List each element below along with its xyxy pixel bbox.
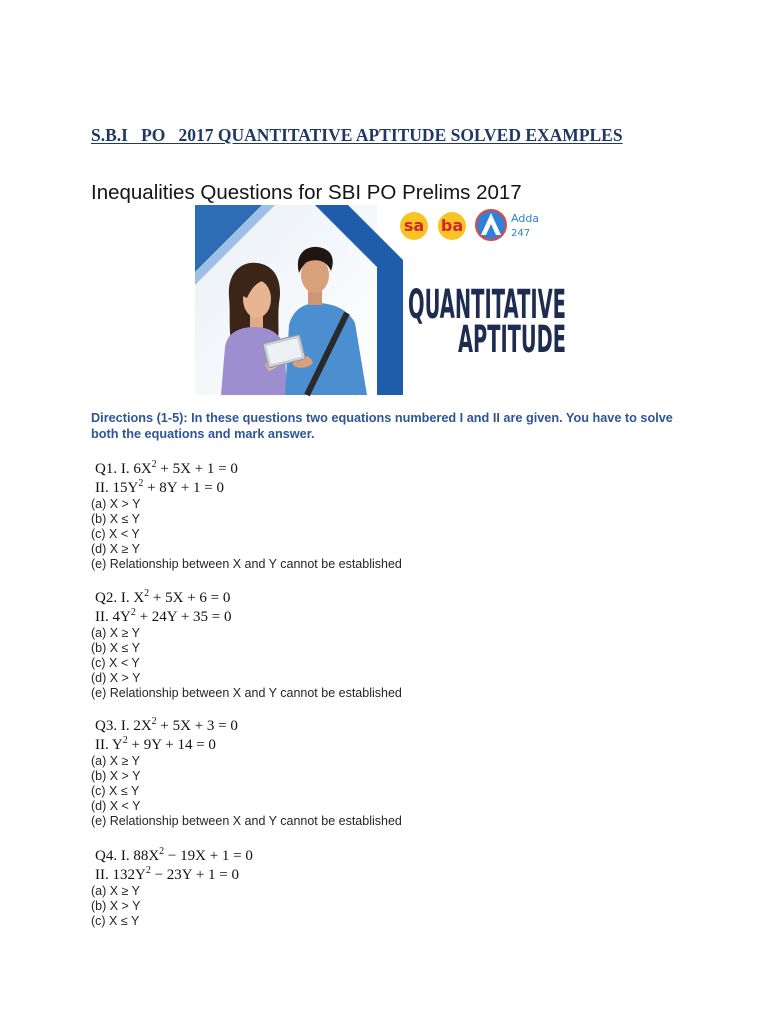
exponent: 2	[122, 735, 128, 746]
equation-text: + 8Y + 1 = 0	[143, 480, 224, 496]
equation-text: + 5X + 6 = 0	[149, 590, 231, 606]
exponent: 2	[151, 459, 157, 470]
banner-illustration	[195, 205, 572, 395]
question-3	[91, 717, 402, 829]
document-subtitle: Inequalities Questions for SBI PO Prelims 2017	[91, 181, 522, 204]
option-e: (e) Relationship between X and Y cannot be established	[91, 686, 402, 700]
document-heading: S.B.I PO 2017 QUANTITATIVE APTITUDE SOLVED EXAMPLES	[91, 125, 623, 145]
logo-ba-text: ba	[440, 216, 464, 235]
question-2-equation-i	[91, 589, 402, 608]
option-c: (c) X ≤ Y	[91, 914, 140, 928]
option-a: (a) X ≥ Y	[91, 884, 141, 898]
option-c: (c) X < Y	[91, 527, 140, 541]
option-c: (c) X < Y	[91, 656, 140, 670]
quantitative-aptitude-banner	[195, 205, 572, 395]
adda-name-text: Adda	[511, 212, 540, 225]
question-1	[91, 460, 402, 572]
banner-title-line-1: QUANTITATIVE	[408, 282, 566, 328]
option-d: (d) X ≥ Y	[91, 542, 141, 556]
equation-text: + 5X + 1 = 0	[156, 461, 238, 477]
directions-text	[91, 410, 673, 442]
equation-text: − 23Y + 1 = 0	[150, 867, 239, 883]
question-2-options	[91, 626, 402, 701]
question-2	[91, 589, 402, 701]
option-b: (b) X > Y	[91, 769, 141, 783]
option-a: (a) X ≥ Y	[91, 754, 141, 768]
question-1-equation-i	[91, 460, 402, 479]
option-d: (d) X > Y	[91, 671, 141, 685]
equation-text: II. 4Y	[95, 609, 131, 625]
option-d: (d) X < Y	[91, 799, 141, 813]
question-1-options	[91, 497, 402, 572]
exponent: 2	[130, 607, 136, 618]
exponent: 2	[151, 716, 157, 727]
option-b: (b) X > Y	[91, 899, 141, 913]
equation-text: − 19X + 1 = 0	[164, 848, 253, 864]
banner-title-line-2: APTITUDE	[458, 318, 566, 361]
exponent: 2	[144, 588, 150, 599]
equation-text: + 5X + 3 = 0	[156, 718, 238, 734]
exponent: 2	[138, 478, 144, 489]
question-4-equation-ii	[91, 866, 253, 885]
logo-sa-text: sa	[403, 216, 425, 235]
directions-line-2: both the equations and mark answer.	[91, 427, 315, 441]
question-3-equation-i	[91, 717, 402, 736]
question-4	[91, 847, 253, 929]
question-2-equation-ii	[91, 608, 402, 627]
question-1-equation-ii	[91, 479, 402, 498]
option-a: (a) X ≥ Y	[91, 626, 141, 640]
option-a: (a) X > Y	[91, 497, 141, 511]
adda-number-text: 247	[511, 228, 531, 239]
exponent: 2	[145, 865, 151, 876]
equation-text: Q2. I. X	[95, 590, 145, 606]
question-4-equation-i	[91, 847, 253, 866]
equation-text: II. 132Y	[95, 867, 146, 883]
option-c: (c) X ≤ Y	[91, 784, 140, 798]
equation-text: II. Y	[95, 737, 123, 753]
equation-text: II. 15Y	[95, 480, 139, 496]
question-4-options	[91, 884, 253, 929]
equation-text: + 9Y + 14 = 0	[127, 737, 216, 753]
exponent: 2	[159, 846, 165, 857]
option-b: (b) X ≤ Y	[91, 512, 141, 526]
option-e: (e) Relationship between X and Y cannot be established	[91, 814, 402, 828]
option-b: (b) X ≤ Y	[91, 641, 141, 655]
option-e: (e) Relationship between X and Y cannot be established	[91, 557, 402, 571]
equation-text: + 24Y + 35 = 0	[135, 609, 232, 625]
equation-text: Q3. I. 2X	[95, 718, 152, 734]
directions-line-1: Directions (1-5): In these questions two equations numbered I and II are given. You have to solve	[91, 411, 673, 425]
equation-text: Q1. I. 6X	[95, 461, 152, 477]
question-3-equation-ii	[91, 736, 402, 755]
equation-text: Q4. I. 88X	[95, 848, 160, 864]
question-3-options	[91, 754, 402, 829]
